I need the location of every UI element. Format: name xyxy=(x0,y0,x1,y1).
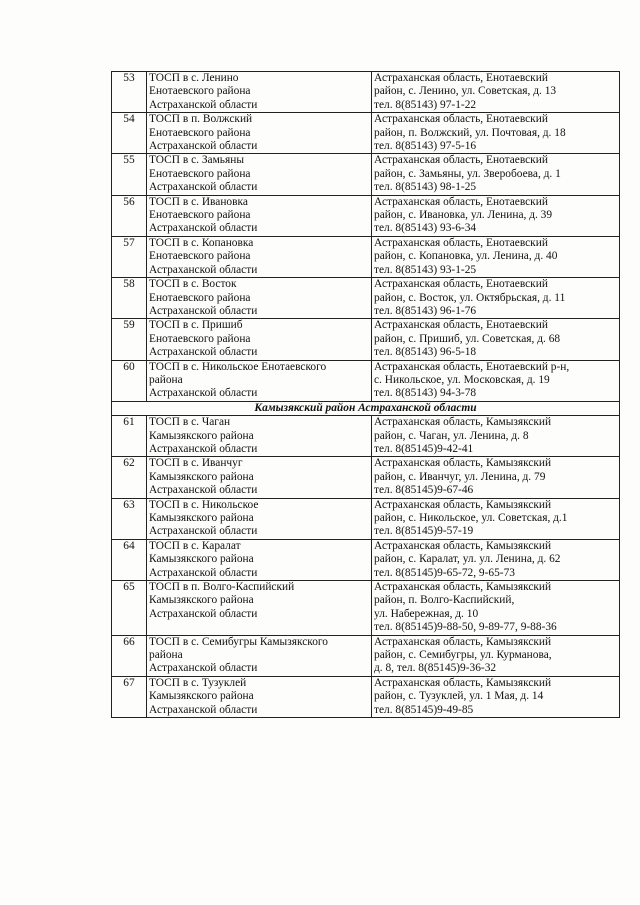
row-number: 65 xyxy=(112,581,147,636)
office-name: ТОСП в с. Ленино Енотаевского района Астраханской области xyxy=(147,72,372,113)
row-number: 67 xyxy=(112,676,147,717)
row-number: 55 xyxy=(112,154,147,195)
office-address: Астраханская область, Енотаевский район, с. Замьяны, ул. Зверобоева, д. 1 тел. 8(85143) 98-1-25 xyxy=(372,154,620,195)
table-row xyxy=(112,581,620,636)
row-number: 63 xyxy=(112,498,147,539)
office-address: Астраханская область, Камызякский район, с. Никольское, ул. Советская, д.1 тел. 8(85145)9-57-19 xyxy=(372,498,620,539)
table-row xyxy=(112,360,620,401)
office-name: ТОСП в с. Пришиб Енотаевского района Астраханской области xyxy=(147,319,372,360)
office-address: Астраханская область, Камызякский район, п. Волго-Каспийский, ул. Набережная, д. 10 тел. 8(85145)9-88-50, 9-89-77, 9-88-36 xyxy=(372,581,620,636)
office-address: Астраханская область, Енотаевский район, с. Пришиб, ул. Советская, д. 68 тел. 8(85143) 96-5-18 xyxy=(372,319,620,360)
row-number: 53 xyxy=(112,72,147,113)
office-address: Астраханская область, Енотаевский район, с. Копановка, ул. Ленина, д. 40 тел. 8(85143) 93-1-25 xyxy=(372,236,620,277)
office-address: Астраханская область, Камызякский район, с. Чаган, ул. Ленина, д. 8 тел. 8(85145)9-42-41 xyxy=(372,416,620,457)
office-address: Астраханская область, Енотаевский район, с. Ивановка, ул. Ленина, д. 39 тел. 8(85143) 93-6-34 xyxy=(372,195,620,236)
row-number: 66 xyxy=(112,635,147,676)
office-name: ТОСП в п. Волго-Каспийский Камызякского района Астраханской области xyxy=(147,581,372,636)
office-name: ТОСП в с. Замьяны Енотаевского района Астраханской области xyxy=(147,154,372,195)
table-row xyxy=(112,72,620,113)
kamyzyaksky-rows xyxy=(112,416,620,718)
office-name: ТОСП в с. Каралат Камызякского района Астраханской области xyxy=(147,539,372,580)
table-row xyxy=(112,416,620,457)
table-row xyxy=(112,539,620,580)
office-name: ТОСП в с. Семибугры Камызякского района Астраханской области xyxy=(147,635,372,676)
office-address: Астраханская область, Енотаевский район, п. Волжский, ул. Почтовая, д. 18 тел. 8(85143) 97-5-16 xyxy=(372,113,620,154)
table-row xyxy=(112,278,620,319)
office-name: ТОСП в с. Копановка Енотаевского района Астраханской области xyxy=(147,236,372,277)
table-row xyxy=(112,154,620,195)
section-header-group xyxy=(112,401,620,415)
row-number: 59 xyxy=(112,319,147,360)
section-header-row xyxy=(112,401,620,415)
office-address: Астраханская область, Камызякский район, с. Иванчуг, ул. Ленина, д. 79 тел. 8(85145)9-67-46 xyxy=(372,457,620,498)
row-number: 64 xyxy=(112,539,147,580)
office-name: ТОСП в с. Чаган Камызякского района Астраханской области xyxy=(147,416,372,457)
office-name: ТОСП в п. Волжский Енотаевского района Астраханской области xyxy=(147,113,372,154)
row-number: 60 xyxy=(112,360,147,401)
table-row xyxy=(112,676,620,717)
row-number: 58 xyxy=(112,278,147,319)
office-name: ТОСП в с. Иванчуг Камызякского района Астраханской области xyxy=(147,457,372,498)
row-number: 54 xyxy=(112,113,147,154)
table-row xyxy=(112,457,620,498)
row-number: 61 xyxy=(112,416,147,457)
office-name: ТОСП в с. Никольское Енотаевского района Астраханской области xyxy=(147,360,372,401)
table-row xyxy=(112,635,620,676)
office-name: ТОСП в с. Восток Енотаевского района Астраханской области xyxy=(147,278,372,319)
office-table xyxy=(111,71,620,718)
office-address: Астраханская область, Камызякский район, с. Семибугры, ул. Курманова, д. 8, тел. 8(85145)9-36-32 xyxy=(372,635,620,676)
office-address: Астраханская область, Енотаевский р-н, с. Никольское, ул. Московская, д. 19 тел. 8(85143) 94-3-78 xyxy=(372,360,620,401)
office-address: Астраханская область, Камызякский район, с. Тузуклей, ул. 1 Мая, д. 14 тел. 8(85145)9-49-85 xyxy=(372,676,620,717)
table-row xyxy=(112,319,620,360)
table-row xyxy=(112,236,620,277)
table-row xyxy=(112,498,620,539)
row-number: 62 xyxy=(112,457,147,498)
office-address: Астраханская область, Енотаевский район, с. Восток, ул. Октябрьская, д. 11 тел. 8(85143) 96-1-76 xyxy=(372,278,620,319)
row-number: 56 xyxy=(112,195,147,236)
table-row xyxy=(112,195,620,236)
office-name: ТОСП в с. Ивановка Енотаевского района Астраханской области xyxy=(147,195,372,236)
office-name: ТОСП в с. Никольское Камызякского района Астраханской области xyxy=(147,498,372,539)
section-title: Камызякский район Астраханской области xyxy=(112,401,620,415)
office-address: Астраханская область, Камызякский район, с. Каралат, ул. ул. Ленина, д. 62 тел. 8(85145)9-65-72, 9-65-73 xyxy=(372,539,620,580)
row-number: 57 xyxy=(112,236,147,277)
office-address: Астраханская область, Енотаевский район, с. Ленино, ул. Советская, д. 13 тел. 8(85143) 97-1-22 xyxy=(372,72,620,113)
enotaevsky-rows xyxy=(112,72,620,402)
table-row xyxy=(112,113,620,154)
office-name: ТОСП в с. Тузуклей Камызякского района Астраханской области xyxy=(147,676,372,717)
